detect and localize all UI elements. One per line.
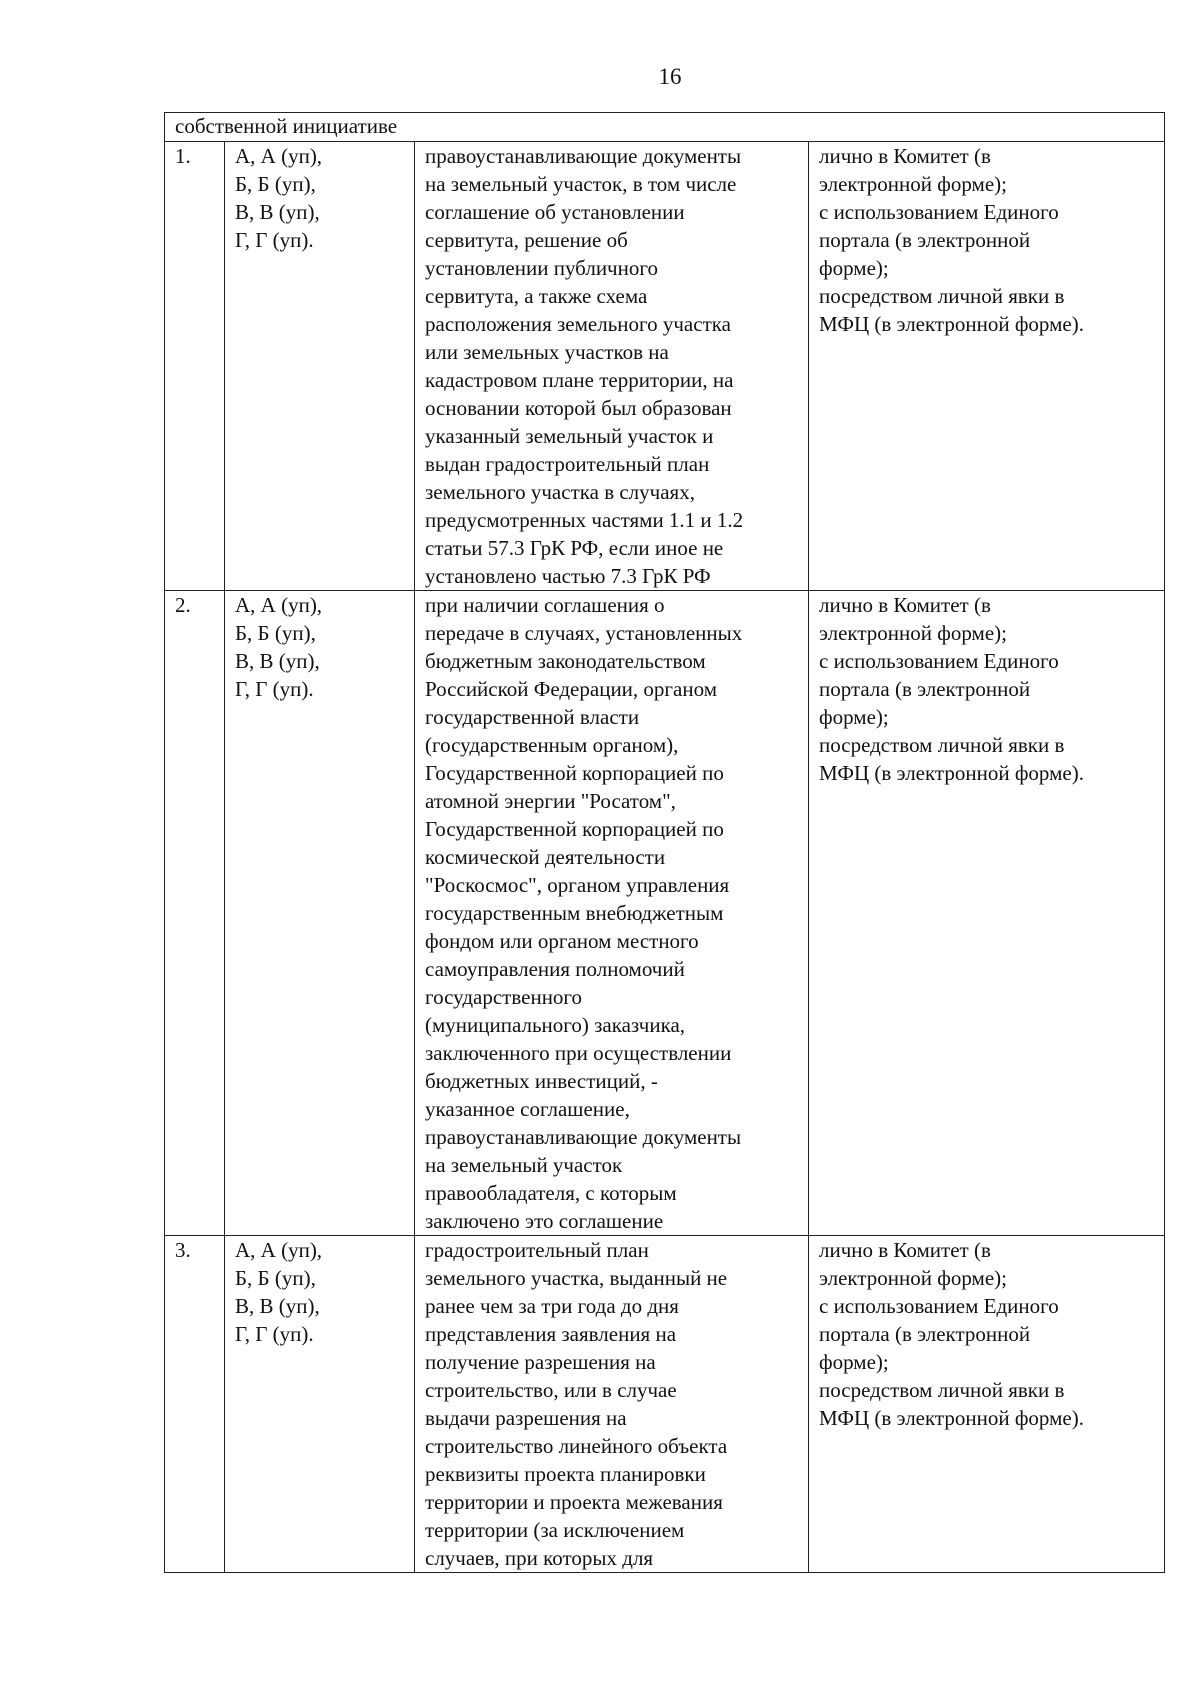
category-line: Б, Б (уп), xyxy=(235,1266,316,1290)
document-line: установлено частью 7.3 ГрК РФ xyxy=(425,564,711,588)
submission-line: электронной форме); xyxy=(819,1266,1007,1290)
document-line: градостроительный план xyxy=(425,1238,649,1262)
document-line: ранее чем за три года до дня xyxy=(425,1294,679,1318)
continuation-cell: собственной инициативе xyxy=(165,113,1165,142)
document-line: государственным внебюджетным xyxy=(425,901,724,925)
document-line: Российской Федерации, органом xyxy=(425,677,717,701)
document-line: установлении публичного xyxy=(425,256,658,280)
submission-line: лично в Комитет (в xyxy=(819,1238,991,1262)
applicant-categories-cell xyxy=(225,591,415,1236)
document-line: сервитута, а также схема xyxy=(425,284,648,308)
document-line: статьи 57.3 ГрК РФ, если иное не xyxy=(425,536,724,560)
document-line: заключенного при осуществлении xyxy=(425,1041,732,1065)
document-line: расположения земельного участка xyxy=(425,312,731,336)
submission-method-cell xyxy=(809,1236,1165,1573)
document-line: предусмотренных частями 1.1 и 1.2 xyxy=(425,508,744,532)
row-number: 2. xyxy=(165,591,225,1236)
category-line: Б, Б (уп), xyxy=(235,172,316,196)
category-line: А, А (уп), xyxy=(235,144,323,168)
category-line: Г, Г (уп). xyxy=(235,1322,314,1346)
submission-method-cell xyxy=(809,142,1165,591)
category-line: А, А (уп), xyxy=(235,593,323,617)
submission-line: электронной форме); xyxy=(819,172,1007,196)
table-row xyxy=(165,591,1165,1236)
continuation-row xyxy=(165,113,1165,142)
document-line: соглашение об установлении xyxy=(425,200,685,224)
category-line: В, В (уп), xyxy=(235,200,320,224)
submission-line: МФЦ (в электронной форме). xyxy=(819,761,1084,785)
document-line: кадастровом плане территории, на xyxy=(425,368,734,392)
document-line: земельного участка, выданный не xyxy=(425,1266,728,1290)
category-line: В, В (уп), xyxy=(235,1294,320,1318)
document-line: земельного участка в случаях, xyxy=(425,480,695,504)
document-line: территории и проекта межевания xyxy=(425,1490,723,1514)
document-line: бюджетных инвестиций, - xyxy=(425,1069,658,1093)
document-line: (муниципального) заказчика, xyxy=(425,1013,686,1037)
document-line: на земельный участок, в том числе xyxy=(425,172,737,196)
table-row xyxy=(165,1236,1165,1573)
submission-line: форме); xyxy=(819,705,889,729)
document-line: при наличии соглашения о xyxy=(425,593,665,617)
applicant-categories-cell xyxy=(225,1236,415,1573)
document-line: "Роскосмос", органом управления xyxy=(425,873,730,897)
document-line: получение разрешения на xyxy=(425,1350,656,1374)
document-line: или земельных участков на xyxy=(425,340,669,364)
table-row xyxy=(165,142,1165,591)
submission-line: МФЦ (в электронной форме). xyxy=(819,312,1084,336)
document-line: сервитута, решение об xyxy=(425,228,628,252)
category-line: А, А (уп), xyxy=(235,1238,323,1262)
category-line: Б, Б (уп), xyxy=(235,621,316,645)
submission-line: портала (в электронной xyxy=(819,1322,1031,1346)
document-line: строительство линейного объекта xyxy=(425,1434,728,1458)
documents-table xyxy=(164,112,1165,1573)
row-number: 3. xyxy=(165,1236,225,1573)
document-line: указанное соглашение, xyxy=(425,1097,630,1121)
document-line: территории (за исключением xyxy=(425,1518,685,1542)
document-line: государственного xyxy=(425,985,583,1009)
document-line: фондом или органом местного xyxy=(425,929,699,953)
document-line: бюджетным законодательством xyxy=(425,649,706,673)
document-description-cell xyxy=(415,591,809,1236)
category-line: Г, Г (уп). xyxy=(235,677,314,701)
document-line: (государственным органом), xyxy=(425,733,679,757)
submission-line: портала (в электронной xyxy=(819,677,1031,701)
document-line: основании которой был образован xyxy=(425,396,732,420)
document-line: выдан градостроительный план xyxy=(425,452,710,476)
submission-line: МФЦ (в электронной форме). xyxy=(819,1406,1084,1430)
submission-line: с использованием Единого xyxy=(819,1294,1059,1318)
document-line: представления заявления на xyxy=(425,1322,677,1346)
document-line: атомной энергии "Росатом", xyxy=(425,789,676,813)
document-line: указанный земельный участок и xyxy=(425,424,714,448)
document-line: передаче в случаях, установленных xyxy=(425,621,743,645)
document-line: Государственной корпорацией по xyxy=(425,761,724,785)
submission-line: с использованием Единого xyxy=(819,649,1059,673)
document-line: заключено это соглашение xyxy=(425,1209,664,1233)
submission-line: форме); xyxy=(819,256,889,280)
submission-line: электронной форме); xyxy=(819,621,1007,645)
submission-method-cell xyxy=(809,591,1165,1236)
page-number: 16 xyxy=(658,64,682,89)
document-line: космической деятельности xyxy=(425,845,666,869)
document-line: самоуправления полномочий xyxy=(425,957,685,981)
submission-line: лично в Комитет (в xyxy=(819,593,991,617)
category-line: Г, Г (уп). xyxy=(235,228,314,252)
submission-line: посредством личной явки в xyxy=(819,733,1065,757)
document-line: правоустанавливающие документы xyxy=(425,144,742,168)
submission-line: посредством личной явки в xyxy=(819,284,1065,308)
category-line: В, В (уп), xyxy=(235,649,320,673)
document-description-cell xyxy=(415,142,809,591)
document-line: строительство, или в случае xyxy=(425,1378,677,1402)
document-line: на земельный участок xyxy=(425,1153,623,1177)
document-line: Государственной корпорацией по xyxy=(425,817,724,841)
document-line: правоустанавливающие документы xyxy=(425,1125,742,1149)
applicant-categories-cell xyxy=(225,142,415,591)
submission-line: посредством личной явки в xyxy=(819,1378,1065,1402)
document-description-cell xyxy=(415,1236,809,1573)
document-line: случаев, при которых для xyxy=(425,1546,654,1570)
row-number: 1. xyxy=(165,142,225,591)
document-line: правообладателя, с которым xyxy=(425,1181,677,1205)
submission-line: портала (в электронной xyxy=(819,228,1031,252)
submission-line: с использованием Единого xyxy=(819,200,1059,224)
document-line: выдачи разрешения на xyxy=(425,1406,627,1430)
document-line: реквизиты проекта планировки xyxy=(425,1462,706,1486)
submission-line: лично в Комитет (в xyxy=(819,144,991,168)
submission-line: форме); xyxy=(819,1350,889,1374)
document-line: государственной власти xyxy=(425,705,640,729)
